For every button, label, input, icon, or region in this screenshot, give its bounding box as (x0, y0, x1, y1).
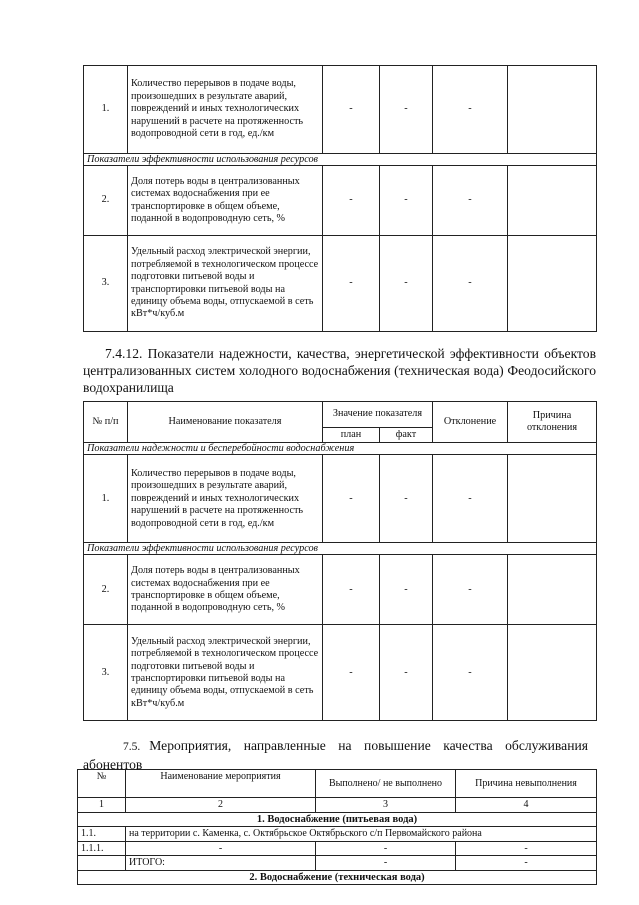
header-name: Наименование показателя (128, 402, 323, 443)
measure-location: на территории с. Каменка, с. Октябрьское Октябрьского с/п Первомайского района (126, 827, 597, 842)
table-row (78, 827, 597, 842)
indicator-name: Удельный расход электрической энергии, потребляемой в технологическом процессе подготовки питьевой воды и транспортировки питьевой воды на единицу объема воды, отпускаемой в сеть кВт*ч/куб.м (128, 236, 323, 332)
reason-value (508, 455, 597, 543)
reason-value (508, 555, 597, 625)
table-row (84, 66, 597, 154)
col-num-3: 3 (316, 798, 456, 813)
total-done: - (316, 856, 456, 871)
header-row (84, 402, 597, 428)
fact-value: - (380, 625, 433, 721)
header-num: № п/п (84, 402, 128, 443)
indicator-name: Доля потерь воды в централизованных системах водоснабжения при ее транспортировке в общем объеме, поданной в водопроводную сеть, % (128, 555, 323, 625)
header-deviation: Отклонение (433, 402, 508, 443)
section-title: Показатели эффективности использования ресурсов (84, 154, 597, 166)
total-row (78, 856, 597, 871)
indicator-name: Количество перерывов в подаче воды, произошедших в результате аварий, повреждений и иных технологических нарушений в расчете на протяженность водопроводной сети в год, ед./км (128, 455, 323, 543)
plan-value: - (323, 236, 380, 332)
section-heading-7-4-12: 7.4.12. Показатели надежности, качества, энергетической эффективности объектов централизованных систем холодного водоснабжения (техническая вода) Феодосийского водохранилища (83, 346, 596, 396)
reason-value: - (456, 841, 597, 856)
row-number: 1. (84, 455, 128, 543)
plan-value: - (323, 555, 380, 625)
done-value: - (316, 841, 456, 856)
section-title: 1. Водоснабжение (питьевая вода) (78, 812, 597, 827)
section-title: 2. Водоснабжение (техническая вода) (78, 870, 597, 885)
section-title: Показатели эффективности использования ресурсов (84, 543, 597, 555)
fact-value: - (380, 166, 433, 236)
row-number: 3. (84, 236, 128, 332)
section-heading-7-5 (83, 737, 588, 773)
header-name: Наименование мероприятия (126, 770, 316, 798)
header-num: № (78, 770, 126, 798)
section-row (78, 870, 597, 885)
row-number: 1.1.1. (78, 841, 126, 856)
plan-value: - (323, 166, 380, 236)
indicators-table (83, 401, 597, 721)
table-row (84, 555, 597, 625)
plan-value: - (323, 66, 380, 154)
section-row (84, 154, 597, 166)
section-row (84, 543, 597, 555)
header-reason: Причина невыполнения (456, 770, 597, 798)
indicator-name: Удельный расход электрической энергии, потребляемой в технологическом процессе подготовки питьевой воды и транспортировки питьевой воды на единицу объема воды, отпускаемой в сеть кВт*ч/куб.м (128, 625, 323, 721)
reason-value (508, 66, 597, 154)
column-numbers-row (78, 798, 597, 813)
reason-value (508, 625, 597, 721)
deviation-value: - (433, 166, 508, 236)
section-row (78, 812, 597, 827)
row-number: 2. (84, 555, 128, 625)
plan-value: - (323, 455, 380, 543)
header-value: Значение показателя (323, 402, 433, 428)
table-row (84, 166, 597, 236)
header-row (78, 770, 597, 798)
row-number: 2. (84, 166, 128, 236)
total-label: ИТОГО: (126, 856, 316, 871)
measures-table (77, 769, 597, 885)
deviation-value: - (433, 66, 508, 154)
indicator-name: Доля потерь воды в централизованных системах водоснабжения при ее транспортировке в общем объеме, поданной в водопроводную сеть, % (128, 166, 323, 236)
row-number: 1.1. (78, 827, 126, 842)
header-reason: Причина отклонения (508, 402, 597, 443)
measure-name: - (126, 841, 316, 856)
table-row (84, 236, 597, 332)
reason-value (508, 236, 597, 332)
row-number: 1. (84, 66, 128, 154)
table-row (84, 455, 597, 543)
header-done: Выполнено/ не выполнено (316, 770, 456, 798)
deviation-value: - (433, 236, 508, 332)
table-continuation (83, 65, 597, 332)
col-num-4: 4 (456, 798, 597, 813)
fact-value: - (380, 555, 433, 625)
reason-value (508, 166, 597, 236)
section-text: Мероприятия, направленные на повышение качества обслуживания абонентов (83, 738, 588, 773)
deviation-value: - (433, 555, 508, 625)
indicator-name: Количество перерывов в подаче воды, произошедших в результате аварий, повреждений и иных технологических нарушений в расчете на протяженность водопроводной сети в год, ед./км (128, 66, 323, 154)
table-row (78, 841, 597, 856)
fact-value: - (380, 236, 433, 332)
row-number: 3. (84, 625, 128, 721)
header-plan: план (323, 428, 380, 443)
section-number: 7.5. (123, 741, 141, 753)
fact-value: - (380, 66, 433, 154)
section-title: Показатели надежности и бесперебойности водоснабжения (84, 443, 597, 455)
col-num-1: 1 (78, 798, 126, 813)
deviation-value: - (433, 455, 508, 543)
deviation-value: - (433, 625, 508, 721)
total-num (78, 856, 126, 871)
section-row (84, 443, 597, 455)
col-num-2: 2 (126, 798, 316, 813)
table-row (84, 625, 597, 721)
plan-value: - (323, 625, 380, 721)
total-reason: - (456, 856, 597, 871)
header-fact: факт (380, 428, 433, 443)
fact-value: - (380, 455, 433, 543)
